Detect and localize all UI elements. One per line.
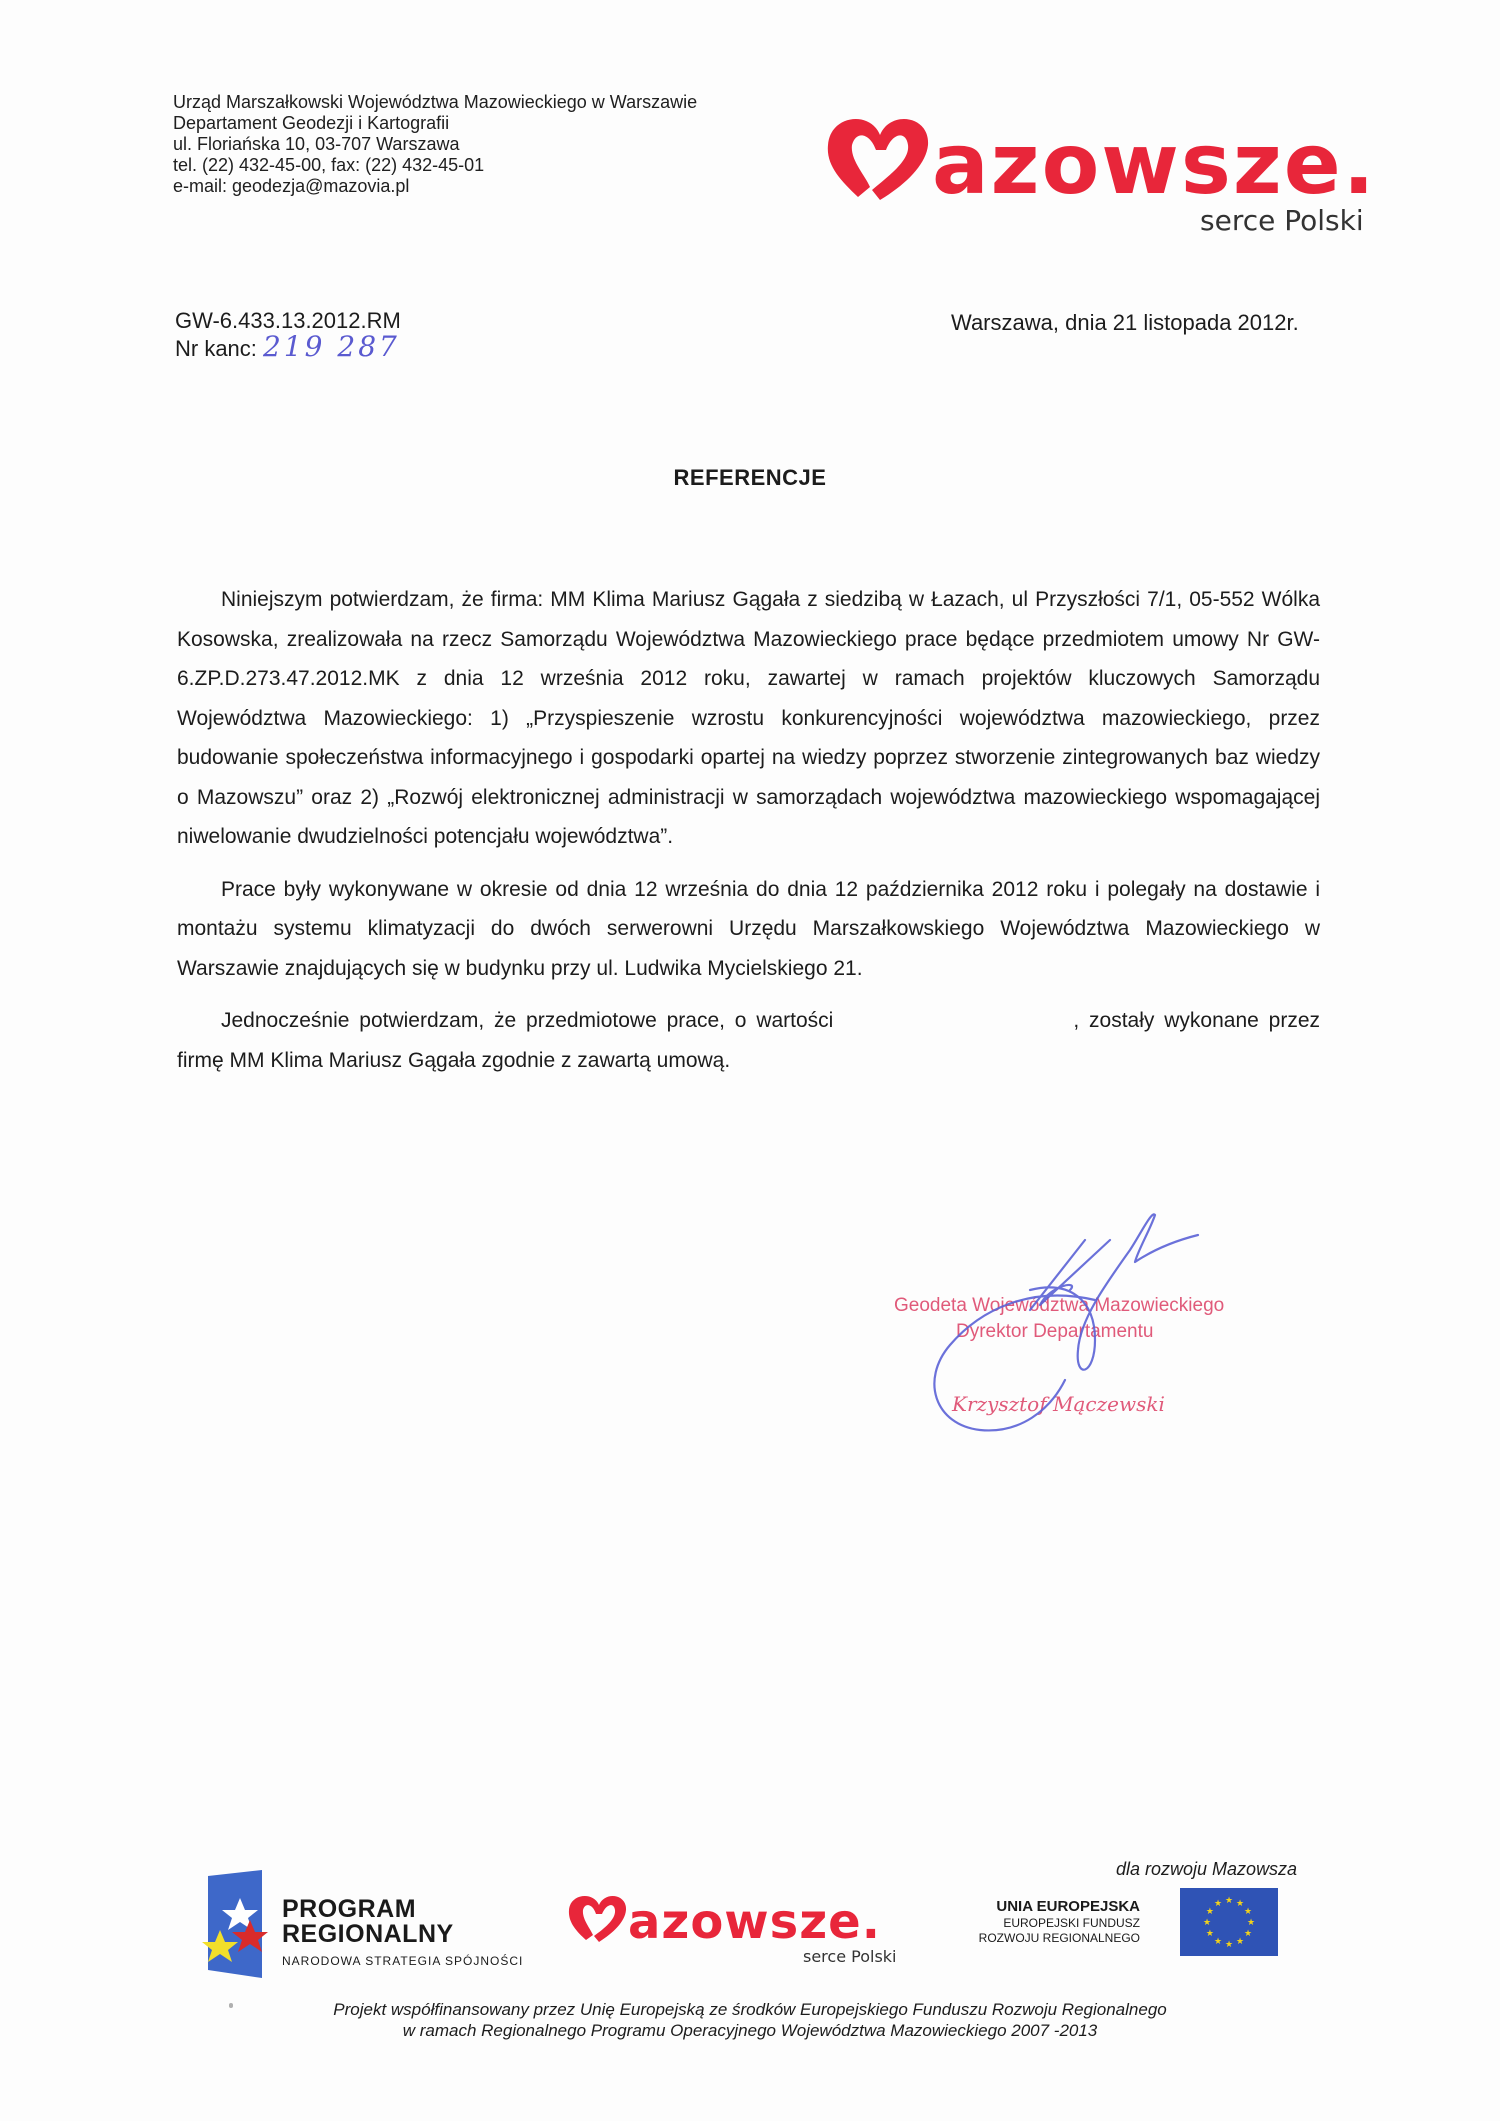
mazowsze-logo-footer <box>565 1888 920 1968</box>
eu-line2: EUROPEJSKI FUNDUSZ <box>1003 1916 1140 1930</box>
body-paragraph-final <box>177 1001 1320 1080</box>
heart-icon <box>828 119 928 200</box>
cofinance-line1: Projekt współfinansowany przez Unię Europejską ze środków Europejskiego Funduszu Rozwoju Regionalnego <box>333 2000 1167 2019</box>
office-number-row <box>175 330 401 363</box>
footer-slogan: dla rozwoju Mazowsza <box>1116 1859 1298 1879</box>
final-paragraph-end: , zostały wykonane przez firmę MM Klima Mariusz Gągała zgodnie z zawartą umową. <box>177 1009 1321 1072</box>
office-number-label: Nr kanc: <box>175 336 257 361</box>
sender-department: Departament Geodezji i Kartografii <box>173 113 450 133</box>
sender-phone: tel. (22) 432-45-00, fax: (22) 432-45-01 <box>173 155 485 175</box>
eu-star-icon: ★ <box>1205 1928 1214 1938</box>
logo-tagline: serce Polski <box>1200 204 1364 237</box>
svg-text:azowsze.: azowsze. <box>628 1894 881 1950</box>
letter-body <box>177 580 1320 1093</box>
heart-icon <box>569 1896 626 1942</box>
handwritten-signature <box>880 1190 1240 1450</box>
sender-email: e-mail: geodezja@mazovia.pl <box>173 176 410 196</box>
program-logo-line2: REGIONALNY <box>282 1920 454 1948</box>
eu-flag-icon <box>1180 1888 1278 1956</box>
cofinance-note <box>0 1999 1500 2041</box>
eu-star-icon: ★ <box>1224 1939 1234 1949</box>
document-title: REFERENCJE <box>673 465 827 490</box>
eu-star-icon: ★ <box>1244 1928 1253 1938</box>
program-regionalny-logo <box>200 1870 540 1980</box>
sender-office: Urząd Marszałkowski Województwa Mazowieckiego w Warszawie <box>173 92 698 112</box>
sender-address-block <box>173 92 697 197</box>
eu-star-icon: ★ <box>1213 1936 1223 1947</box>
eu-line3: ROZWOJU REGIONALNEGO <box>978 1931 1140 1945</box>
body-paragraph: Niniejszym potwierdzam, że firma: MM Klima Mariusz Gągała z siedzibą w Łazach, ul Przyszłości 7/1, 05-552 Wólka Kosowska, zrealizowała na rzecz Samorządu Województwa Mazowieckiego prace będące przedmiotem umowy Nr GW-6.ZP.D.273.47.2012.MK z dnia 12 września 2012 roku, zawartej w ramach projektów kluczowych Samorządu Województwa Mazowieckiego: 1) „Przyspieszenie wzrostu konkurencyjności województwa mazowieckiego, przez budowanie społeczeństwa informacyjnego i gospodarki opartej na wiedzy poprzez stworzenie zintegrowanych baz wiedzy o Mazowszu” oraz 2) „Rozwój elektronicznej administracji w samorządach województwa mazowieckiego wspomagającej niwelowanie dwudzielności potencjału województwa”. <box>177 588 1320 848</box>
svg-text:azowsze.: azowsze. <box>932 115 1377 213</box>
eu-star-icon: ★ <box>1246 1917 1256 1927</box>
stars-flag-icon <box>200 1870 272 1978</box>
cofinance-line2: w ramach Regionalnego Programu Operacyjnego Województwa Mazowieckiego 2007 -2013 <box>402 2021 1098 2040</box>
office-number-handwritten: 219 287 <box>263 330 400 363</box>
eu-star-icon: ★ <box>1202 1917 1212 1927</box>
case-number: GW-6.433.13.2012.RM <box>175 308 401 333</box>
stamp-name: Krzysztof Mączewski <box>952 1392 1165 1416</box>
mazowsze-logo <box>820 105 1410 240</box>
stamp-title: Geodeta Województwa Mazowieckiego <box>894 1295 1225 1316</box>
eu-star-icon: ★ <box>1235 1897 1245 1908</box>
final-paragraph-start: Jednocześnie potwierdzam, że przedmiotowe prace, o wartości <box>221 1009 834 1032</box>
eu-star-icon: ★ <box>1235 1936 1245 1947</box>
reference-block <box>175 308 401 362</box>
date-line: Warszawa, dnia 21 listopada 2012r. <box>951 310 1299 335</box>
eu-line1: UNIA EUROPEJSKA <box>996 1898 1140 1915</box>
stamp-position: Dyrektor Departamentu <box>956 1321 1154 1342</box>
program-logo-line1: PROGRAM <box>282 1895 417 1923</box>
eu-fund-logo <box>960 1888 1260 1960</box>
eu-star-icon: ★ <box>1244 1906 1253 1916</box>
signature-stamp <box>880 1190 1240 1450</box>
body-paragraph: Prace były wykonywane w okresie od dnia 12 września do dnia 12 października 2012 roku i polegały na dostawie i montażu systemu klimatyzacji do dwóch serwerowni Urzędu Marszałkowskiego Województwa Mazowieckiego w Warszawie znajdujących się w budynku przy ul. Ludwika Mycielskiego 21. <box>177 877 1320 980</box>
eu-star-icon: ★ <box>1213 1897 1223 1908</box>
eu-star-icon: ★ <box>1205 1906 1214 1916</box>
eu-star-icon: ★ <box>1224 1895 1234 1905</box>
sender-street: ul. Floriańska 10, 03-707 Warszawa <box>173 134 460 154</box>
footer-logo-tagline: serce Polski <box>803 1947 897 1966</box>
program-logo-line3: NARODOWA STRATEGIA SPÓJNOŚCI <box>282 1954 524 1968</box>
